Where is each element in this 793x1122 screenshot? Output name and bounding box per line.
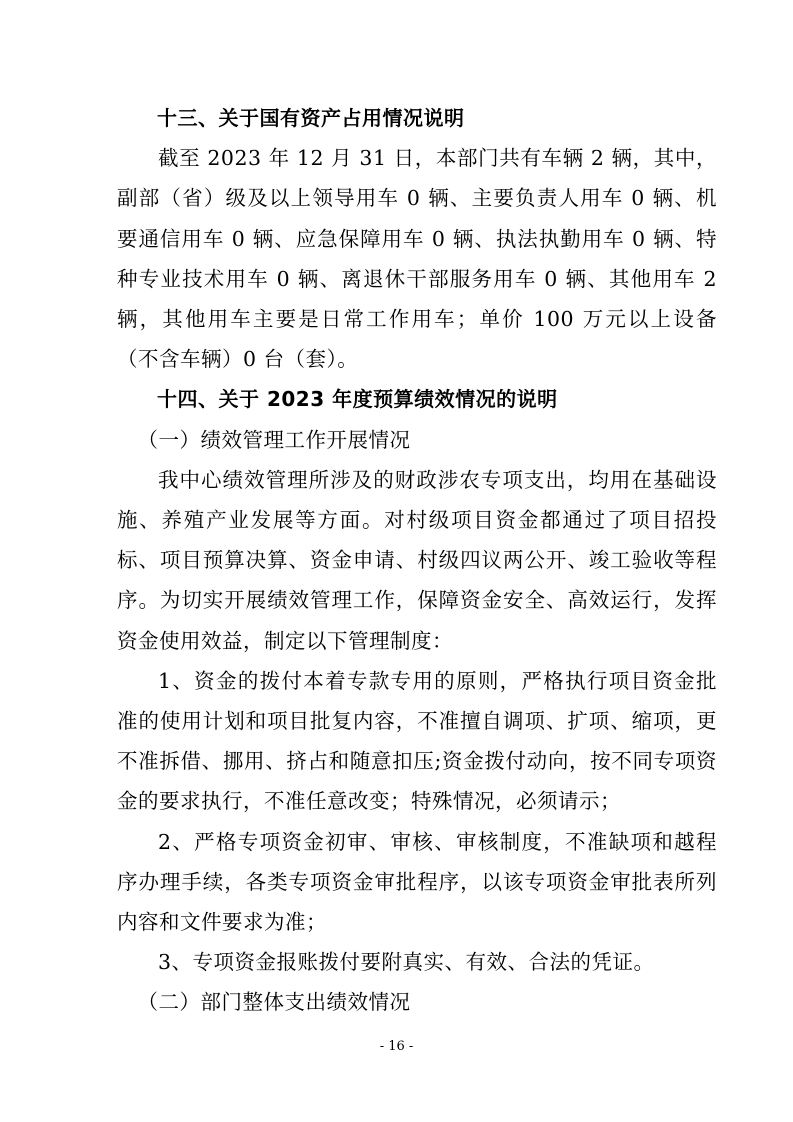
subheading-performance-management: （一）绩效管理工作开展情况: [137, 427, 411, 452]
section-heading-13: 十三、关于国有资产占用情况说明: [157, 106, 465, 130]
paragraph-rule-3: 3、专项资金报账拨付要附真实、有效、合法的凭证。: [158, 950, 655, 975]
page-number: - 16 -: [379, 1039, 414, 1054]
paragraph-management-overview: 我中心绩效管理所涉及的财政涉农专项支出，均用在基础设施、养殖产业发展等方面。对村级项目资金都通过了项目招投标、项目预算决算、资金申请、村级四议两公开、竣工验收等程序。为切实开展绩效管理工作，保障资金安全、高效运行，发挥资金使用效益，制定以下管理制度：: [117, 467, 717, 653]
document-body: [117, 98, 717, 1023]
paragraph-rule-2: 2、严格专项资金初审、审核、审核制度，不准缺项和越程序办理手续，各类专项资金审批程序，以该专项资金审批表所列内容和文件要求为准；: [117, 829, 717, 935]
subheading-overall-expenditure: （二）部门整体支出绩效情况: [137, 990, 411, 1015]
section-heading-14: 十四、关于 2023 年度预算绩效情况的说明: [157, 387, 558, 412]
paragraph-rule-1: 1、资金的拨付本着专款专用的原则，严格执行项目资金批准的使用计划和项目批复内容，不准擅自调项、扩项、缩项，更不准拆借、挪用、挤占和随意扣压;资金拨付动向，按不同专项资金的要求执行，不准任意改变；特殊情况，必须请示；: [117, 668, 717, 814]
paragraph-vehicle-assets: 截至 2023 年 12 月 31 日，本部门共有车辆 2 辆，其中，副部（省）级及以上领导用车 0 辆、主要负责人用车 0 辆、机要通信用车 0 辆、应急保障用车 0 辆、执法执勤用车 0 辆、特种专业技术用车 0 辆、离退休干部服务用车 0 辆、其他用车 2 辆，其他用车主要是日常工作用车；单价 100 万元以上设备（不含车辆）0 台（套）。: [117, 146, 717, 372]
